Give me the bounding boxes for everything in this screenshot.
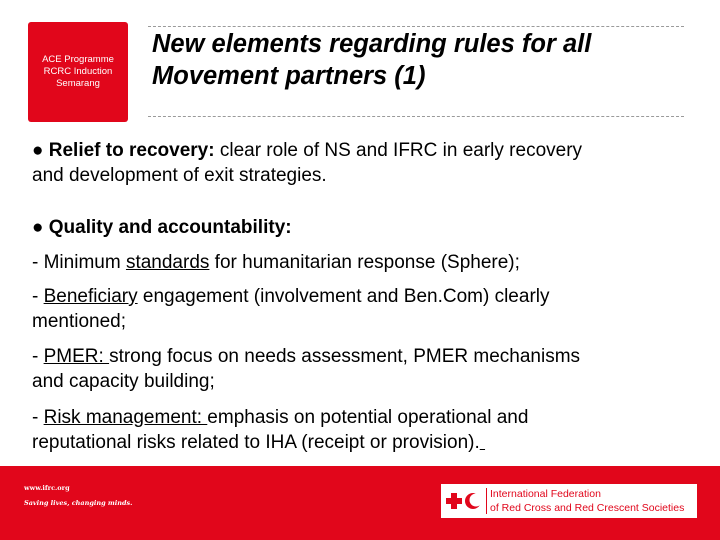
title-line-1: New elements regarding rules for all (152, 30, 592, 58)
item-dash: - (32, 346, 44, 367)
bullet-relief-to-recovery (32, 138, 702, 188)
bullet-marker: ● (32, 217, 44, 238)
item-3-term: PMER: (43, 346, 110, 367)
title-line-2: Movement partners (1) (152, 62, 426, 90)
badge-line-1: ACE Programme (42, 54, 114, 65)
item-2-line-2: mentioned; (32, 311, 127, 332)
bullet-quality-accountability (32, 215, 702, 240)
logo-divider (486, 488, 487, 514)
bullet-1-heading: Relief to recovery: (48, 140, 215, 161)
item-4-line-1 (32, 405, 702, 430)
item-1-line-1 (32, 250, 702, 275)
item-dash: - (32, 407, 44, 428)
item-dash: - (32, 252, 44, 273)
footer-tagline: Saving lives, changing minds. (24, 499, 133, 507)
bullet-1-line-1 (32, 138, 702, 163)
title-bottom-divider (148, 116, 684, 117)
ifrc-name-line-2: of Red Cross and Red Crescent Societies (490, 502, 685, 514)
item-3-rest: strong focus on needs assessment, PMER mechanisms (109, 346, 581, 367)
badge-text (32, 54, 124, 90)
bullet-1-text-2: and development of exit strategies. (32, 165, 327, 186)
programme-badge (28, 22, 128, 122)
item-dash: - (32, 286, 44, 307)
item-4-rest-2: reputational risks related to IHA (receipt or provision). (32, 432, 480, 453)
title-top-divider (148, 26, 684, 27)
item-4-rest: emphasis on potential operational and (207, 407, 529, 428)
bullet-2-line (32, 215, 702, 240)
item-1-pre: Minimum (43, 252, 126, 273)
item-4-term: Risk management: (43, 407, 208, 428)
footer-url[interactable]: www.ifrc.org (24, 484, 70, 492)
badge-line-2: RCRC Induction (43, 66, 113, 77)
red-cross-crescent-icon (443, 488, 483, 514)
list-item-standards (32, 250, 702, 275)
item-2-rest: engagement (involvement and Ben.Com) clearly (137, 286, 550, 307)
ifrc-name (490, 487, 684, 515)
item-4-line-2 (32, 430, 702, 455)
slide-title (152, 28, 692, 92)
item-3-line-2: and capacity building; (32, 371, 215, 392)
ifrc-name-line-1: International Federation (490, 488, 601, 500)
bullet-2-heading: Quality and accountability: (48, 217, 292, 238)
list-item-risk-management (32, 405, 702, 455)
item-1-rest: for humanitarian response (Sphere); (209, 252, 520, 273)
badge-line-3: Semarang (56, 78, 100, 89)
ifrc-logo-block (441, 484, 697, 518)
bullet-1-text-1: clear role of NS and IFRC in early recovery (214, 140, 583, 161)
item-3-line-1 (32, 344, 702, 369)
item-1-term: standards (125, 252, 210, 273)
trailing-underline (480, 432, 485, 453)
list-item-beneficiary (32, 284, 702, 334)
item-2-term: Beneficiary (43, 286, 138, 307)
list-item-pmer (32, 344, 702, 394)
footer-bar (0, 466, 720, 540)
bullet-marker: ● (32, 140, 44, 161)
item-2-line-1 (32, 284, 702, 309)
